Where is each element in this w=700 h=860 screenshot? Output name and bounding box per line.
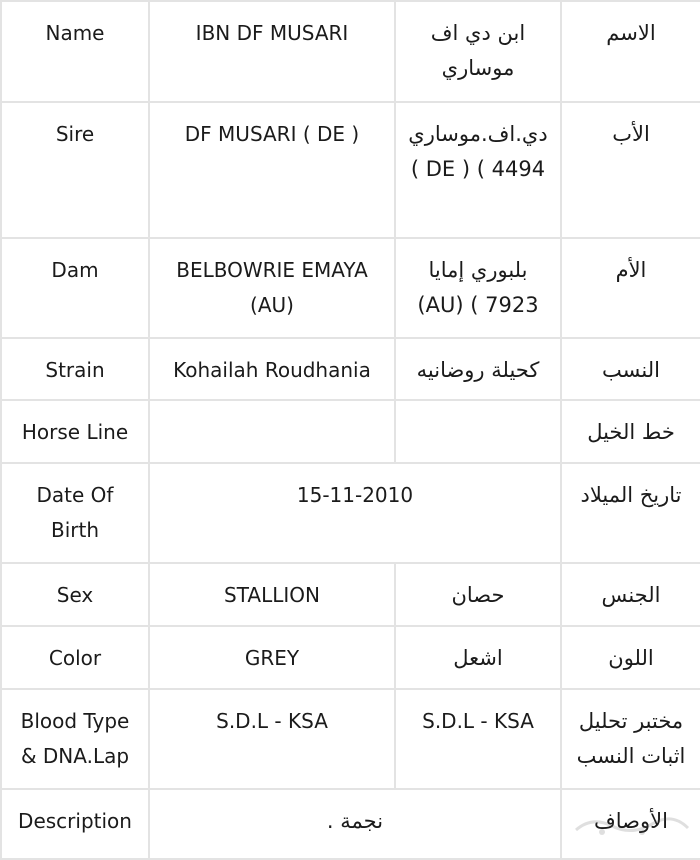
table-row [1,238,700,338]
table-row [1,689,700,789]
row-label-en: Date Of Birth [1,463,149,563]
row-label-en: Strain [1,338,149,400]
row-value-ar: بلبوري إمايا 7923 ) (AU) [395,238,561,338]
row-label-ar: الاسم [561,1,700,102]
row-label-en: Name [1,1,149,102]
row-label-ar: اللون [561,626,700,689]
row-value-en: DF MUSARI ( DE ) [149,102,395,238]
row-label-en: Horse Line [1,400,149,463]
row-value-en: GREY [149,626,395,689]
table-row [1,1,700,102]
row-value-en: BELBOWRIE EMAYA (AU) [149,238,395,338]
row-value-ar: كحيلة روضانيه [395,338,561,400]
row-value-ar [395,400,561,463]
row-label-ar: النسب [561,338,700,400]
row-value-en: IBN DF MUSARI [149,1,395,102]
table-row [1,400,700,463]
table-row [1,338,700,400]
row-label-ar: مختبر تحليل اثبات النسب [561,689,700,789]
watermark-logo [572,812,692,838]
row-label-ar: خط الخيل [561,400,700,463]
row-label-en: Blood Type & DNA.Lap [1,689,149,789]
row-value-ar: دي.اف.موساري 4494 ) ( DE ) [395,102,561,238]
table-row [1,563,700,626]
table-row [1,463,700,563]
row-value-ar: S.D.L - KSA [395,689,561,789]
row-label-ar: الجنس [561,563,700,626]
row-value-ar: حصان [395,563,561,626]
row-value-en [149,400,395,463]
row-label-ar: الأوصاف [561,789,700,859]
table-row [1,102,700,238]
row-label-en: Sire [1,102,149,238]
row-value-en: Kohailah Roudhania [149,338,395,400]
row-value: 15-11-2010 [149,463,561,563]
row-label-en: Dam [1,238,149,338]
row-label-ar: الأم [561,238,700,338]
row-value-ar: ابن دي اف موساري [395,1,561,102]
row-label-ar: تاريخ الميلاد [561,463,700,563]
row-value: نجمة . [149,789,561,859]
row-label-ar: الأب [561,102,700,238]
row-label-en: Sex [1,563,149,626]
row-value-en: STALLION [149,563,395,626]
row-value-ar: اشعل [395,626,561,689]
row-label-en: Description [1,789,149,859]
row-value-en: S.D.L - KSA [149,689,395,789]
row-label-en: Color [1,626,149,689]
table-row [1,626,700,689]
